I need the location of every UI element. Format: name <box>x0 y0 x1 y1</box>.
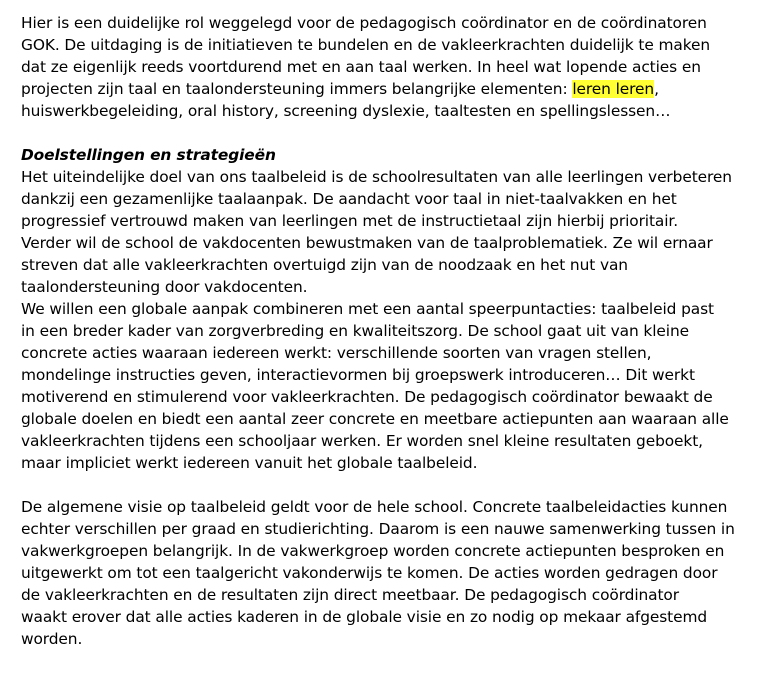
paragraph-spacer <box>21 474 756 496</box>
text-line: waakt erover dat alle acties kaderen in de globale visie en zo nodig op mekaar afgestemd <box>21 608 708 626</box>
text-line: globale doelen en biedt een aantal zeer concrete en meetbare actiepunten aan waaraan alle <box>21 410 729 428</box>
text-line: dat ze eigenlijk reeds voortdurend met en aan taal werken. In heel wat lopende acties en <box>21 58 701 76</box>
text-line: huiswerkbegeleiding, oral history, screening dyslexie, taaltesten en spellingslessen… <box>21 102 671 120</box>
text-line: motiverend en stimulerend voor vakleerkrachten. De pedagogisch coördinator bewaakt de <box>21 388 713 406</box>
paragraph-goals <box>21 166 756 298</box>
text-line: GOK. De uitdaging is de initiatieven te bundelen en de vakleerkrachten duidelijk te maken <box>21 36 710 54</box>
section-heading: Doelstellingen en strategieën <box>21 146 276 164</box>
highlighted-text: leren leren <box>572 80 655 98</box>
text-line: progressief vertrouwd maken van leerlingen met de instructietaal zijn hierbij prioritair. <box>21 212 679 230</box>
text-segment: , <box>654 80 659 98</box>
text-line: Het uiteindelijke doel van ons taalbeleid is de schoolresultaten van alle leerlingen verbeteren <box>21 168 732 186</box>
text-line: concrete acties waaraan iedereen werkt: verschillende soorten van vragen stellen, <box>21 344 652 362</box>
document-body <box>21 12 756 650</box>
text-line: Hier is een duidelijke rol weggelegd voor de pedagogisch coördinator en de coördinatoren <box>21 14 707 32</box>
text-line: de vakleerkrachten en de resultaten zijn direct meetbaar. De pedagogisch coördinator <box>21 586 679 604</box>
text-line: worden. <box>21 630 83 648</box>
paragraph-spacer <box>21 122 756 144</box>
text-segment: projecten zijn taal en taalondersteuning immers belangrijke elementen: <box>21 80 573 98</box>
text-line: uitgewerkt om tot een taalgericht vakonderwijs te komen. De acties worden gedragen door <box>21 564 718 582</box>
paragraph-approach <box>21 298 756 474</box>
text-line: in een breder kader van zorgverbreding en kwaliteitszorg. De school gaat uit van kleine <box>21 322 689 340</box>
text-line: vakleerkrachten tijdens een schooljaar werken. Er worden snel kleine resultaten geboekt, <box>21 432 703 450</box>
text-line: echter verschillen per graad en studierichting. Daarom is een nauwe samenwerking tussen in <box>21 520 735 538</box>
paragraph-vision <box>21 496 756 650</box>
text-line: We willen een globale aanpak combineren met een aantal speerpuntacties: taalbeleid past <box>21 300 714 318</box>
text-line: De algemene visie op taalbeleid geldt voor de hele school. Concrete taalbeleidacties kunnen <box>21 498 728 516</box>
text-line: dankzij een gezamenlijke taalaanpak. De aandacht voor taal in niet-taalvakken en het <box>21 190 677 208</box>
text-line: mondelinge instructies geven, interactievormen bij groepswerk introduceren… Dit werkt <box>21 366 695 384</box>
text-line: streven dat alle vakleerkrachten overtuigd zijn van de noodzaak en het nut van <box>21 256 628 274</box>
text-line: Verder wil de school de vakdocenten bewustmaken van de taalproblematiek. Ze wil ernaar <box>21 234 713 252</box>
text-line: maar impliciet werkt iedereen vanuit het globale taalbeleid. <box>21 454 478 472</box>
paragraph-intro <box>21 12 756 122</box>
text-line-with-highlight <box>21 78 756 100</box>
text-line: taalondersteuning door vakdocenten. <box>21 278 308 296</box>
text-line: vakwerkgroepen belangrijk. In de vakwerkgroep worden concrete actiepunten besproken en <box>21 542 725 560</box>
